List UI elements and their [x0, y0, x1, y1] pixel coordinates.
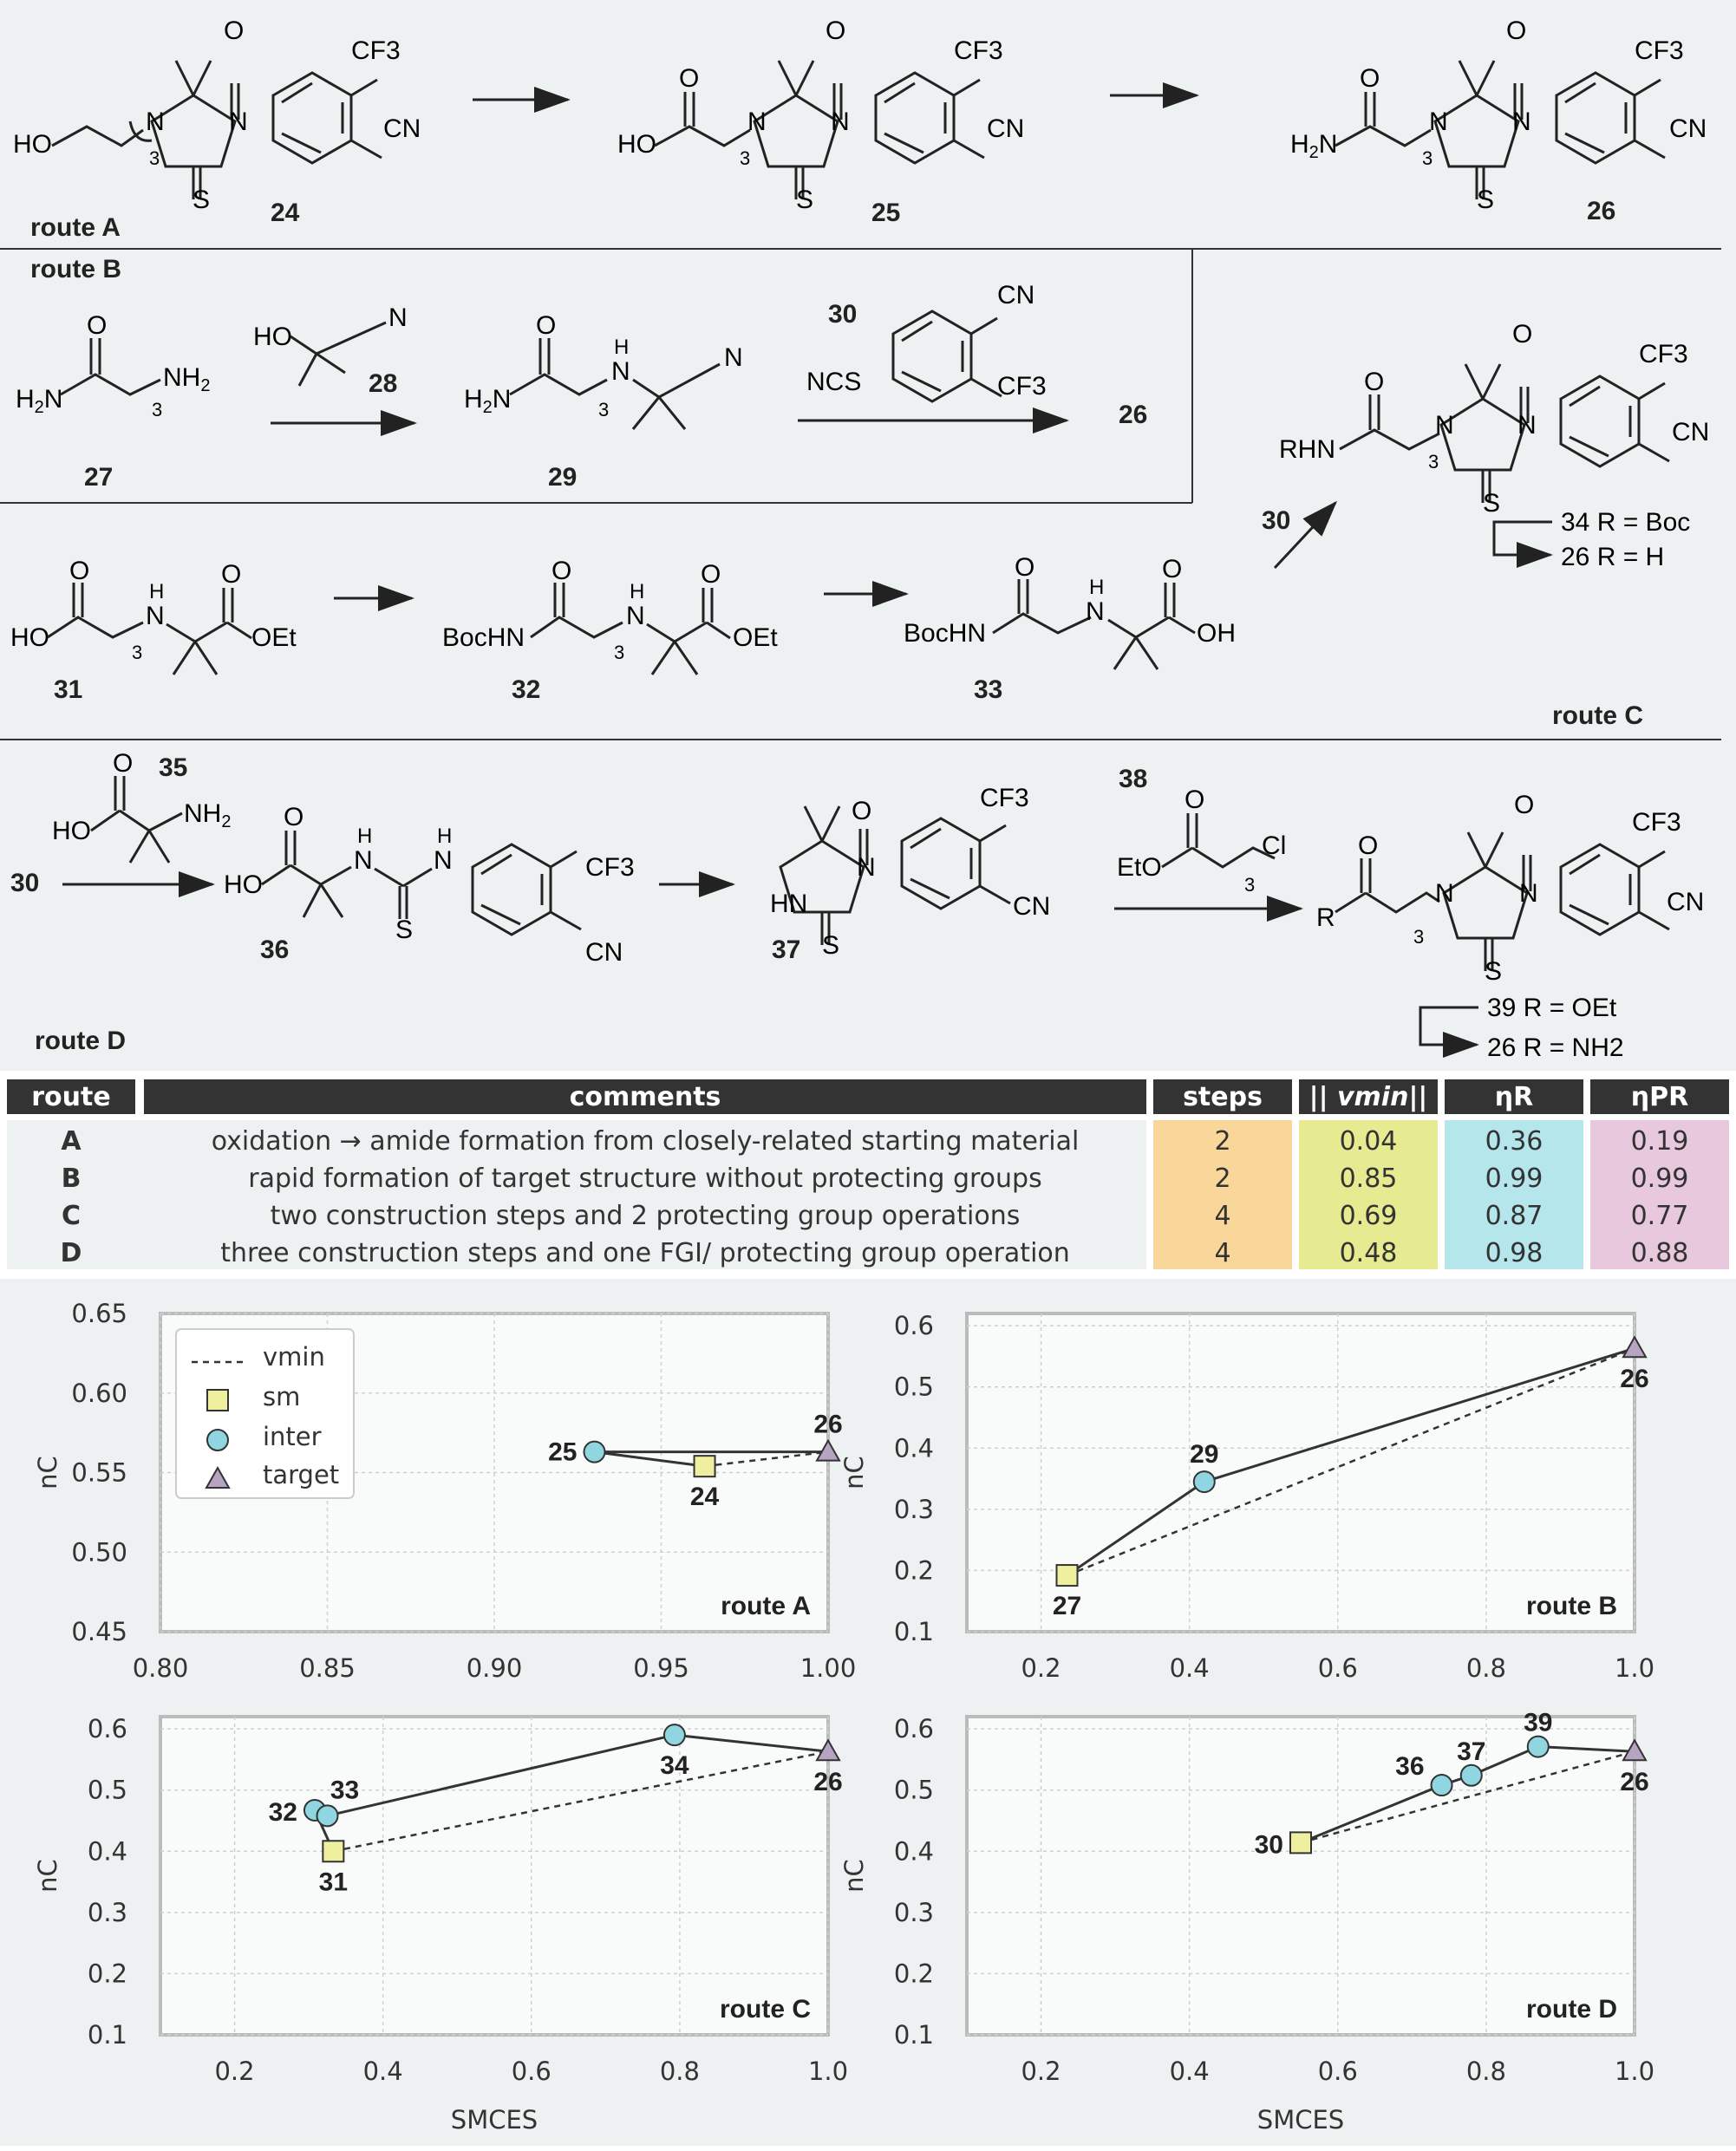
label-33: 33 [974, 675, 1003, 704]
svg-text:S: S [395, 916, 414, 944]
header-steps: steps [1153, 1079, 1292, 1114]
svg-text:NH2: $NH_2$ [184, 799, 232, 831]
svg-text:O: O [551, 557, 572, 585]
header-eta-pr: ηPR [1590, 1079, 1729, 1114]
label-32: 32 [512, 675, 541, 704]
svg-text:N: N [388, 303, 408, 332]
svg-text:38: 38 [1119, 765, 1148, 793]
svg-text:O: O [113, 749, 134, 778]
x-tick-label: 1.00 [799, 1653, 857, 1683]
x-tick-label: 1.0 [1614, 2056, 1655, 2086]
svg-text:H2N: $H_2N$ [16, 385, 63, 417]
legend-entry-inter: inter [263, 1422, 322, 1451]
svg-text:CN: CN [997, 281, 1035, 310]
svg-text:H2N: $H_2N$ [1290, 130, 1338, 162]
y-tick-label: 0.2 [893, 1959, 934, 1989]
table-row-d-steps: 4 [1214, 1237, 1231, 1268]
route-plots [0, 1279, 1736, 2146]
x-tick-label: 0.4 [362, 2056, 403, 2086]
route-summary-table [0, 1075, 1736, 1273]
svg-text:S: S [796, 186, 814, 214]
svg-text:CF3: CF3 [1639, 340, 1688, 368]
chart-title: route A [721, 1592, 811, 1620]
svg-text:HO: HO [52, 817, 91, 845]
svg-text:CN: CN [1013, 892, 1051, 921]
label-37: 37 [772, 935, 801, 964]
point-inter-37 [1461, 1765, 1482, 1786]
x-tick-label: 0.8 [1465, 2056, 1506, 2086]
point-label-24: 24 [689, 1483, 720, 1512]
point-sm-27 [1057, 1565, 1078, 1586]
svg-text:3: 3 [598, 399, 610, 420]
svg-text:HO: HO [617, 130, 656, 159]
svg-text:N: N [857, 853, 876, 882]
label-30-d: 30 [10, 869, 40, 897]
svg-text:H: H [630, 580, 645, 603]
label-31: 31 [54, 675, 83, 704]
svg-text:O: O [1514, 791, 1535, 819]
y-tick-label: 0.5 [87, 1775, 127, 1805]
svg-text:Cl: Cl [1262, 831, 1287, 860]
y-tick-label: 0.6 [87, 1714, 127, 1744]
svg-text:N: N [831, 108, 850, 136]
note-26-nh2: 26 R = NH2 [1487, 1033, 1624, 1062]
svg-text:O: O [536, 311, 557, 340]
svg-text:H: H [614, 336, 630, 359]
svg-text:S: S [1485, 957, 1503, 986]
svg-text:O: O [1360, 64, 1380, 93]
svg-text:N: N [1429, 108, 1448, 136]
svg-text:3: 3 [1422, 147, 1433, 169]
chart-title: route D [1526, 1995, 1617, 2024]
y-tick-label: 0.4 [893, 1433, 934, 1463]
svg-text:3: 3 [149, 147, 160, 169]
svg-text:3: 3 [132, 642, 143, 663]
point-inter-34 [664, 1724, 685, 1745]
point-inter-25 [584, 1442, 605, 1463]
svg-text:CN: CN [1672, 418, 1710, 446]
y-tick-label: 0.3 [893, 1494, 934, 1524]
y-tick-label: 0.6 [893, 1311, 934, 1341]
table-row-c-comment: two construction steps and 2 protecting group operations [270, 1200, 1021, 1231]
point-sm-24 [695, 1456, 715, 1476]
svg-text:N: N [1435, 879, 1454, 908]
svg-text:O: O [87, 311, 108, 340]
svg-text:S: S [822, 931, 840, 960]
x-tick-label: 0.2 [214, 2056, 255, 2086]
svg-text:O: O [69, 557, 90, 585]
table-row-b-eta-r: 0.99 [1485, 1163, 1543, 1194]
y-tick-label: 0.60 [71, 1378, 127, 1408]
point-label-26: 26 [813, 1768, 843, 1797]
svg-text:OH: OH [1197, 619, 1236, 648]
label-35: 35 [159, 753, 188, 782]
label-30-c: 30 [1262, 506, 1291, 535]
svg-text:N: N [354, 846, 373, 875]
point-label-25: 25 [548, 1437, 578, 1467]
svg-text:O: O [221, 560, 242, 589]
y-tick-label: 0.1 [893, 1617, 934, 1646]
point-inter-39 [1528, 1737, 1549, 1757]
table-row-b-steps: 2 [1214, 1163, 1231, 1194]
svg-text:CN: CN [1669, 114, 1707, 143]
svg-text:N: N [434, 846, 453, 875]
y-tick-label: 0.2 [87, 1959, 127, 1989]
svg-text:EtO: EtO [1117, 853, 1162, 882]
x-tick-label: 0.2 [1021, 2056, 1061, 2086]
y-tick-label: 0.55 [71, 1457, 127, 1488]
svg-text:BocHN: BocHN [442, 623, 525, 652]
svg-text:O: O [1185, 785, 1205, 814]
point-label-37: 37 [1457, 1737, 1486, 1766]
table-row-d-eta-r: 0.98 [1485, 1237, 1543, 1268]
label-24: 24 [271, 199, 300, 227]
svg-text:CF3: CF3 [997, 372, 1047, 401]
svg-text:O: O [1512, 320, 1533, 349]
label-26-b: 26 [1119, 401, 1148, 429]
panel-route-c-top [1192, 249, 1736, 740]
point-label-26: 26 [813, 1410, 843, 1439]
y-tick-label: 0.6 [893, 1714, 934, 1744]
table-row-c-vmin: 0.69 [1339, 1200, 1398, 1231]
y-tick-label: 0.5 [893, 1372, 934, 1402]
route-label-d: route D [35, 1027, 126, 1055]
svg-text:O: O [1358, 831, 1379, 860]
header-comments: comments [144, 1079, 1146, 1114]
svg-text:N: N [229, 108, 248, 136]
route-label-c: route C [1552, 701, 1643, 730]
svg-text:30: 30 [828, 300, 858, 329]
svg-text:BocHN: BocHN [904, 619, 987, 648]
point-inter-29 [1194, 1471, 1215, 1492]
svg-text:O: O [284, 803, 304, 831]
table-row-d-comment: three construction steps and one FGI/ protecting group operation [220, 1237, 1070, 1268]
y-tick-label: 0.1 [87, 2020, 127, 2050]
svg-text:H: H [437, 825, 453, 848]
table-row-c-eta-pr: 0.77 [1630, 1200, 1689, 1231]
svg-text:OEt: OEt [251, 623, 297, 652]
svg-text:N: N [1435, 411, 1454, 440]
table-row-a-comment: oxidation → amide formation from closely-related starting material [211, 1125, 1080, 1157]
point-label-26: 26 [1620, 1365, 1649, 1394]
svg-text:HN: HN [770, 890, 808, 918]
label-26-a: 26 [1587, 197, 1616, 225]
svg-text:NCS: NCS [806, 368, 862, 396]
label-29: 29 [548, 463, 578, 492]
table-row-a-route: A [61, 1125, 82, 1157]
svg-text:O: O [701, 560, 721, 589]
table-row-b-eta-pr: 0.99 [1630, 1163, 1689, 1194]
table-row-b-vmin: 0.85 [1339, 1163, 1398, 1194]
y-axis-label: nC [33, 1859, 62, 1893]
svg-text:O: O [852, 797, 872, 825]
x-tick-label: 0.2 [1021, 1653, 1061, 1683]
svg-text:CF3: CF3 [980, 784, 1029, 812]
point-label-34: 34 [660, 1751, 689, 1781]
label-36: 36 [260, 935, 290, 964]
svg-text:N: N [1519, 879, 1538, 908]
svg-text:H: H [1089, 576, 1105, 599]
svg-text:3: 3 [1413, 926, 1425, 948]
y-tick-label: 0.45 [71, 1617, 127, 1646]
y-tick-label: 0.3 [893, 1897, 934, 1927]
svg-text:O: O [826, 16, 846, 45]
point-sm-30 [1290, 1832, 1311, 1853]
table-row-a-eta-r: 0.36 [1485, 1125, 1543, 1157]
svg-text:CF3: CF3 [351, 36, 401, 65]
x-tick-label: 0.4 [1169, 1653, 1210, 1683]
svg-text:N: N [611, 357, 630, 386]
svg-text:3: 3 [614, 642, 625, 663]
svg-text:HO: HO [13, 130, 52, 159]
svg-text:3: 3 [1244, 874, 1256, 896]
point-inter-33 [317, 1805, 338, 1826]
note-39: 39 R = OEt [1487, 994, 1617, 1022]
route-label-a: route A [30, 213, 121, 242]
x-axis-label: SMCES [1256, 2105, 1345, 2135]
x-tick-label: 0.6 [1317, 1653, 1358, 1683]
table-row-c-steps: 4 [1214, 1200, 1231, 1231]
table-row-a-steps: 2 [1214, 1125, 1231, 1157]
svg-text:R: R [1316, 903, 1335, 932]
label-28: 28 [369, 369, 398, 398]
svg-text:CF3: CF3 [585, 853, 635, 882]
y-tick-label: 0.50 [71, 1537, 127, 1568]
svg-text:CN: CN [1667, 888, 1705, 916]
svg-text:S: S [193, 186, 211, 214]
legend-entry-target: target [263, 1460, 340, 1489]
header-vmin: || vmin|| [1299, 1079, 1438, 1114]
table-row-c-eta-r: 0.87 [1485, 1200, 1543, 1231]
svg-text:HO: HO [253, 323, 292, 351]
svg-text:OEt: OEt [733, 623, 778, 652]
point-inter-36 [1432, 1775, 1452, 1796]
x-axis-label: SMCES [450, 2105, 538, 2135]
legend-entry-sm: sm [263, 1382, 301, 1411]
y-tick-label: 0.2 [893, 1555, 934, 1586]
svg-text:O: O [1364, 368, 1385, 396]
svg-text:CF3: CF3 [954, 36, 1003, 65]
svg-text:RHN: RHN [1279, 435, 1335, 464]
route-label-b: route B [30, 255, 121, 284]
svg-text:CF3: CF3 [1635, 36, 1684, 65]
x-tick-label: 0.80 [132, 1653, 189, 1683]
svg-text:CN: CN [585, 938, 623, 967]
y-tick-label: 0.65 [71, 1299, 127, 1328]
reaction-scheme [0, 0, 1736, 1075]
svg-text:O: O [1506, 16, 1527, 45]
y-tick-label: 0.5 [893, 1775, 934, 1805]
x-tick-label: 0.4 [1169, 2056, 1210, 2086]
x-tick-label: 0.95 [633, 1653, 689, 1683]
svg-text:O: O [1015, 553, 1035, 582]
chart-title: route C [720, 1995, 811, 2024]
svg-text:N: N [747, 108, 767, 136]
y-axis-label: nC [839, 1859, 869, 1893]
plot-area [160, 1717, 828, 2035]
plot-area [967, 1717, 1635, 2035]
svg-text:N: N [1512, 108, 1531, 136]
svg-text:3: 3 [152, 399, 163, 420]
y-tick-label: 0.4 [893, 1836, 934, 1867]
label-25: 25 [871, 199, 901, 227]
svg-text:S: S [1477, 186, 1495, 214]
table-row-b-comment: rapid formation of target structure without protecting groups [248, 1163, 1042, 1194]
point-label-36: 36 [1395, 1752, 1425, 1782]
x-tick-label: 0.8 [659, 2056, 700, 2086]
y-tick-label: 0.1 [893, 2020, 934, 2050]
note-34: 34 R = Boc [1561, 508, 1691, 537]
x-tick-label: 0.90 [466, 1653, 523, 1683]
point-label-30: 30 [1254, 1830, 1283, 1860]
y-tick-label: 0.4 [87, 1836, 127, 1867]
x-tick-label: 0.6 [1317, 2056, 1358, 2086]
svg-text:H: H [357, 825, 373, 848]
svg-text:HO: HO [10, 623, 49, 652]
table-row-d-vmin: 0.48 [1339, 1237, 1398, 1268]
svg-text:N: N [146, 108, 165, 136]
point-label-31: 31 [318, 1867, 349, 1897]
svg-text:N: N [1086, 597, 1105, 626]
table-row-d-eta-pr: 0.88 [1630, 1237, 1689, 1268]
point-sm-31 [323, 1841, 343, 1861]
x-tick-label: 1.0 [807, 2056, 849, 2086]
header-route: route [7, 1079, 135, 1114]
point-label-33: 33 [330, 1776, 360, 1805]
y-axis-label: nC [33, 1456, 62, 1489]
label-27: 27 [84, 463, 114, 492]
svg-text:H2N: $H_2N$ [464, 385, 512, 417]
svg-text:N: N [1517, 411, 1537, 440]
legend-entry-vmin: vmin [263, 1342, 325, 1372]
x-tick-label: 0.8 [1465, 1653, 1506, 1683]
point-label-39: 39 [1524, 1708, 1553, 1737]
svg-text:CF3: CF3 [1632, 808, 1681, 837]
point-label-27: 27 [1052, 1592, 1082, 1621]
svg-text:H: H [149, 580, 165, 603]
panel-route-d [0, 740, 1736, 1071]
svg-text:3: 3 [1428, 451, 1439, 473]
svg-text:O: O [1162, 555, 1183, 583]
svg-text:N: N [724, 343, 743, 372]
point-label-32: 32 [268, 1797, 297, 1827]
x-tick-label: 0.6 [511, 2056, 551, 2086]
svg-text:S: S [1483, 489, 1501, 518]
table-row-a-vmin: 0.04 [1339, 1125, 1398, 1157]
table-row-c-route: C [61, 1200, 82, 1231]
svg-text:CN: CN [987, 114, 1025, 143]
point-label-29: 29 [1190, 1440, 1219, 1470]
svg-text:N: N [146, 602, 165, 630]
svg-text:3: 3 [740, 147, 751, 169]
chart-title: route B [1526, 1592, 1617, 1620]
y-axis-label: nC [839, 1456, 869, 1489]
note-26-h: 26 R = H [1561, 543, 1665, 571]
table-row-d-route: D [60, 1237, 82, 1268]
table-row-b-route: B [61, 1163, 82, 1194]
point-label-26: 26 [1620, 1768, 1649, 1797]
header-eta-r: ηR [1445, 1079, 1583, 1114]
svg-text:HO: HO [224, 870, 263, 899]
svg-text:O: O [224, 16, 245, 45]
y-tick-label: 0.3 [87, 1897, 127, 1927]
svg-text:N: N [626, 602, 645, 630]
table-row-a-eta-pr: 0.19 [1630, 1125, 1689, 1157]
svg-text:O: O [679, 64, 700, 93]
svg-text:CN: CN [383, 114, 421, 143]
panel-route-a [0, 0, 1736, 249]
svg-text:NH2: $NH_2$ [163, 363, 211, 395]
x-tick-label: 0.85 [299, 1653, 356, 1683]
x-tick-label: 1.0 [1614, 1653, 1655, 1683]
